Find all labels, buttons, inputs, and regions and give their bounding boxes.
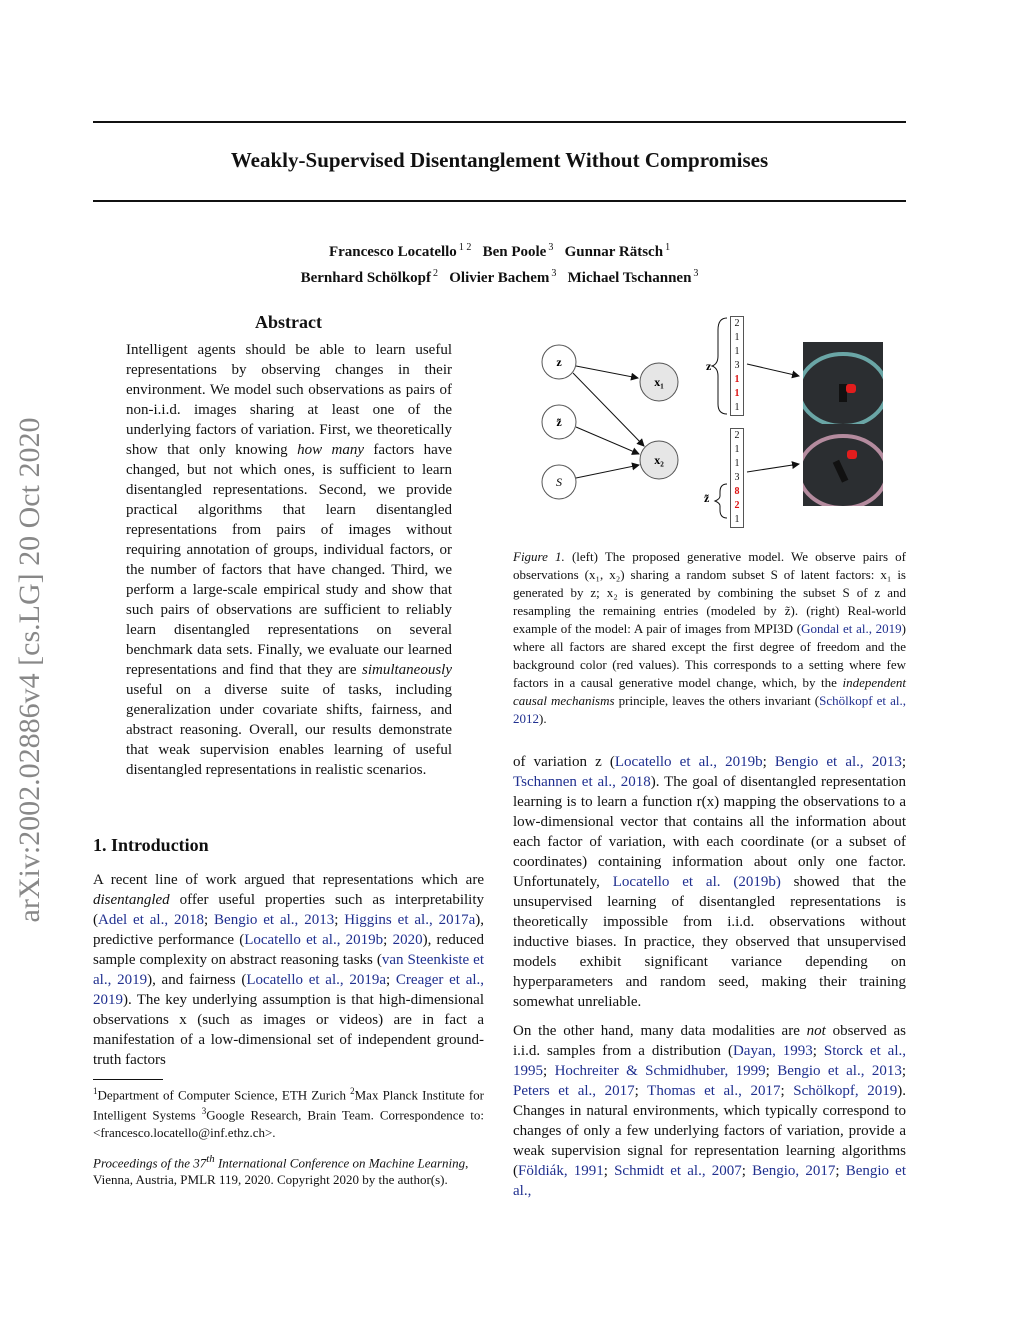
citation-link[interactable]: Locatello et al. (2019b) — [612, 874, 781, 890]
mpi3d-image-2 — [803, 424, 883, 506]
vector-entry: 1 — [734, 444, 740, 455]
title-rule — [93, 200, 906, 202]
node-label: S — [556, 475, 562, 489]
vector-entry: 1 — [734, 374, 740, 385]
right-paragraph-1: of variation z (Locatello et al., 2019b; Bengio et al., 2013; Tschannen et al., 2018). The goal of disentangled representation learning is to learn a function r(x) mapping the observations to a low-dimensional vector that contains all the information about each factor of variation, with each coordinate (or a subset of coordinates) containing information about only one factor. Unfortunately, Locatello et al. (2019b) showed that the unsupervised learning of disentangled representations is theoretically impossible from i.i.d. observations without inductive biases. In practice, they observed that unsupervised models exhibit significant variance depending on hyperparameters and random seed, making their training somewhat unreliable. — [513, 754, 907, 1010]
vector-entry: 1 — [734, 402, 740, 413]
footnote-text: Department of Computer Science, ETH Zurich — [97, 1087, 351, 1103]
author-name: Gunnar Rätsch — [564, 244, 664, 260]
node-label: x₁ — [654, 375, 664, 389]
section-heading-introduction: 1. Introduction — [93, 835, 209, 855]
citation-link[interactable]: Creager et al., 2019 — [93, 972, 485, 1008]
author-name: Michael Tschannen — [567, 270, 692, 286]
citation-link[interactable]: Gondal et al., 2019 — [801, 621, 902, 636]
proceedings-note — [93, 1151, 484, 1188]
author-affiliation: 1 — [665, 242, 671, 253]
caption-label: Figure 1. — [513, 549, 565, 564]
body-text: showed that the unsupervised learning of disentangled representations is theoretically impossible from i.i.d. observations without inductive biases. In practice, they observed that unsupervised models exhibit significant variance depending on hyperparameters and random seed, making their training somewhat unreliable. — [513, 874, 906, 1010]
vector-entry: 2 — [734, 430, 740, 441]
author-affiliation: 2 — [433, 268, 439, 279]
citation-link[interactable]: Schmidt et al., 2007 — [614, 1163, 742, 1179]
author-affiliation: 3 — [551, 268, 557, 279]
body-text: offer useful properties such as interpretability ( — [93, 892, 484, 928]
vector-entry: 3 — [734, 360, 740, 371]
proceedings-text: Proceedings of the 37 — [93, 1155, 207, 1171]
top-rule — [93, 121, 906, 123]
citation-link[interactable]: 2020 — [392, 932, 423, 948]
caption-text: ). — [539, 711, 547, 726]
edge — [576, 366, 638, 378]
citation-link[interactable]: Schölkopf, 2019 — [793, 1083, 898, 1099]
body-text: observed as i.i.d. samples from a distribution ( — [513, 1023, 906, 1059]
body-text: ), reduced sample complexity on abstract reasoning tasks ( — [93, 932, 485, 968]
footnote-mark: 2 — [350, 1086, 355, 1096]
arrow — [747, 364, 799, 376]
citation-link[interactable]: Bengio et al., 2013 — [774, 754, 902, 770]
vector-entry: 3 — [734, 472, 740, 483]
author-name: Olivier Bachem — [449, 270, 550, 286]
vector-entry: 1 — [734, 458, 740, 469]
citation-link[interactable]: Földiák, 1991 — [518, 1163, 604, 1179]
citation-link[interactable]: Hochreiter & Schmidhuber, 1999 — [554, 1063, 766, 1079]
abstract-text: Intelligent agents should be able to learn useful representations by observing changes in their environment. We model such observations as pairs of non-i.i.d. images sharing at least one of the underlying factors of variation. First, we theoretically show that only knowing — [126, 342, 452, 458]
abstract-text: factors have changed, but not which ones, is sufficient to learn disentangled representations. Second, we provide practical algorithms that learn disentangled representations from pairs of images without requiring annotation of groups, individual factors, or the number of factors that have changed. Third, we perform a large-scale empirical study and show that such pairs of observations are sufficient to reliably learn disentangled representations on several benchmark data sets. Finally, we evaluate our learned representations and find that they are — [126, 442, 452, 678]
arrow — [747, 464, 799, 472]
citation-link[interactable]: Locatello et al., 2019a — [246, 972, 387, 988]
vector-entry: 1 — [734, 346, 740, 357]
author-affiliation: 1 2 — [458, 242, 472, 253]
figure-caption — [513, 548, 906, 728]
vector-entry: 1 — [734, 388, 740, 399]
node-label: z — [556, 355, 562, 369]
node-label: z̃ — [556, 415, 562, 429]
caption-text: ) where all factors are shared except the first degree of freedom and the background color (red values). This corresponds to a setting where few factors in a causal generative model change, which, by the — [513, 621, 906, 690]
brace — [715, 484, 727, 518]
right-paragraph-2: On the other hand, many data modalities are not observed as i.i.d. samples from a distribution (Dayan, 1993; Storck et al., 1995; Hochreiter & Schmidhuber, 1999; Bengio et al., 2013; Peters et al., 2017; Thomas et al., 2017; Schölkopf, 2019). Changes in natural environments, which typically correspond to changes of only a few underlying factors of variation, provide a weak supervision signal for representation learning algorithms (Földiák, 1991; Schmidt et al., 2007; Bengio, 2017; Bengio et al., — [513, 1023, 907, 1199]
citation-link[interactable]: Locatello et al., 2019b — [244, 932, 384, 948]
abstract-emphasis: how many — [297, 442, 364, 458]
footnote-text: Max Planck Institute for Intelligent Systems — [93, 1087, 484, 1123]
footnote-text: Google Research, Brain Team. Correspondence to: <francesco.locatello@inf.ethz.ch>. — [93, 1107, 484, 1140]
caption-text: (left) The proposed generative model. We observe pairs of observations (x₁, x₂) sharing a random subset S of latent factors: x₁ is generated by z; x₂ is generated by combining the subset S of z and resampling the remaining entries (modeled by z̃). (right) Real-world example of the model: A pair of images from MPI3D ( — [513, 549, 906, 636]
proceedings-text: International Conference on Machine Learning — [214, 1155, 466, 1171]
body-text: of variation z ( — [513, 754, 615, 770]
body-text: A recent line of work argued that representations which are — [93, 872, 484, 888]
vector-z — [730, 316, 744, 416]
footnote — [93, 1083, 484, 1141]
author-line-1 — [93, 237, 906, 263]
vector-z-tilde — [730, 428, 744, 528]
citation-link[interactable]: Dayan, 1993 — [732, 1043, 813, 1059]
citation-link[interactable]: Higgins et al., 2017a — [344, 912, 476, 928]
author-name: Francesco Locatello — [328, 244, 457, 260]
figure-1 — [513, 312, 906, 537]
footnote-mark: 3 — [201, 1106, 207, 1117]
vector-entry: 1 — [734, 332, 740, 343]
body-text: ), predictive performance ( — [93, 912, 484, 948]
brace — [712, 318, 727, 414]
abstract-emphasis: simultaneously — [362, 662, 452, 678]
vector-entry: 1 — [734, 514, 740, 525]
edge — [576, 465, 639, 478]
abstract-body — [126, 340, 452, 780]
citation-link[interactable]: van Steenkiste et al., 2019 — [93, 952, 484, 988]
citation-link[interactable]: Bengio et al., 2013 — [214, 912, 335, 928]
body-text: ), and fairness ( — [147, 972, 247, 988]
proceedings-text: , Vienna, Austria, PMLR 119, 2020. Copyright 2020 by the author(s). — [93, 1155, 469, 1188]
author-list — [93, 237, 906, 289]
body-text: ). The key underlying assumption is that high-dimensional observations x (such as images or videos) are in fact a manifestation of a low-dimensional set of independent ground-truth factors — [93, 992, 484, 1068]
footnote-rule — [93, 1079, 163, 1080]
vector-label-z-tilde: z̃ — [704, 491, 710, 505]
citation-link[interactable]: Bengio et al., — [513, 1163, 907, 1199]
proceedings-text: th — [206, 1153, 215, 1165]
vector-label-z: z — [706, 359, 712, 373]
vector-entry: 2 — [734, 318, 740, 329]
arxiv-id: arXiv:2002.02886v4 [cs.LG] 20 Oct 2020 — [13, 417, 46, 923]
citation-link[interactable]: Bengio et al., 2013 — [777, 1063, 902, 1079]
citation-link[interactable]: Peters et al., 2017 — [513, 1083, 635, 1099]
author-affiliation: 3 — [693, 268, 699, 279]
vector-entry: 2 — [734, 500, 740, 511]
citation-link[interactable]: Locatello et al., 2019b — [614, 754, 763, 770]
author-affiliation: 3 — [548, 242, 554, 253]
author-name: Ben Poole — [482, 244, 547, 260]
citation-link[interactable]: Bengio, 2017 — [752, 1163, 836, 1179]
abstract-heading: Abstract — [255, 312, 322, 332]
node-label: x₂ — [654, 453, 664, 467]
citation-link[interactable]: Adel et al., 2018 — [98, 912, 204, 928]
body-emphasis: disentangled — [93, 892, 170, 908]
caption-text: principle, leaves the others invariant ( — [614, 693, 820, 708]
vector-entry: 8 — [734, 486, 740, 497]
paper-title: Weakly-Supervised Disentanglement Without Compromises — [230, 148, 769, 172]
edge — [573, 373, 644, 446]
body-text: ). The goal of disentangled representation learning is to learn a function r(x) mapping the observations to a low-dimensional vector that contains all the information about each factor of variation, with each coordinate (or a subset of coordinates) containing information about only one factor. Unfortunately, — [513, 774, 907, 890]
body-text: ). Changes in natural environments, which typically correspond to changes of only a few underlying factors of variation, provide a weak supervision signal for representation learning algorithms ( — [513, 1083, 907, 1179]
caption-emphasis: independent causal mechanisms — [513, 675, 906, 708]
footnote-mark: 1 — [93, 1086, 98, 1096]
abstract-text: useful on a diverse suite of tasks, including generalization under covariate shifts, fairness, and abstract reasoning. Overall, our results demonstrate that weak supervision enables learning of useful disentangled representations in realistic scenarios. — [126, 682, 452, 778]
author-name: Bernhard Schölkopf — [300, 270, 432, 286]
body-text: On the other hand, many data modalities are — [513, 1023, 807, 1039]
mpi3d-image-1 — [803, 342, 883, 424]
citation-link[interactable]: Storck et al., 1995 — [513, 1043, 906, 1079]
author-line-2 — [93, 263, 906, 289]
citation-link[interactable]: Thomas et al., 2017 — [647, 1083, 781, 1099]
body-emphasis: not — [806, 1023, 826, 1039]
intro-paragraph: A recent line of work argued that representations which are disentangled offer useful properties such as interpretability (Adel et al., 2018; Bengio et al., 2013; Higgins et al., 2017a), predictive performance (Locatello et al., 2019b; 2020), reduced sample complexity on abstract reasoning tasks (van Steenkiste et al., 2019), and fairness (Locatello et al., 2019a; Creager et al., 2019). The key underlying assumption is that high-dimensional observations x (such as images or videos) are in fact a manifestation of a low-dimensional set of independent ground-truth factors — [93, 872, 485, 1068]
citation-link[interactable]: Tschannen et al., 2018 — [513, 774, 651, 790]
citation-link[interactable]: Schölkopf et al., 2012 — [513, 693, 906, 726]
